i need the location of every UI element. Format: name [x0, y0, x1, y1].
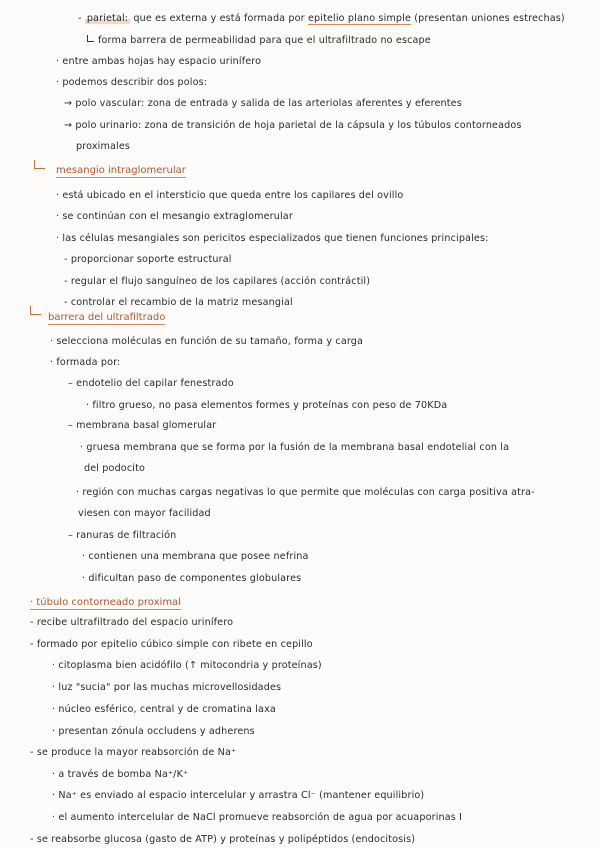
note-polo-urinario: → polo urinario: zona de transición de hoja parietal de la cápsula y los túbulos contorneados: [64, 120, 522, 131]
note-bar-1: · selecciona moléculas en función de su tamaño, forma y carga: [50, 336, 364, 347]
note-bar-2: · formada por:: [50, 357, 121, 368]
note-bar-ran-1: · contienen una membrana que posee nefrina: [82, 551, 309, 562]
note-tub-2: - formado por epitelio cúbico simple con ribete en cepillo: [30, 639, 313, 650]
note-tub-2a: · citoplasma bien acidófilo (↑ mitocondria y proteínas): [52, 660, 322, 671]
note-mes-3a: - proporcionar soporte estructural: [64, 254, 232, 265]
note-tub-3c: · el aumento intercelular de NaCl promueve reabsorción de agua por acuaporinas I: [52, 812, 463, 823]
note-barrera-perm: forma barrera de permeabilidad para que el ultrafiltrado no escape: [98, 35, 431, 46]
note-mes-1: · está ubicado en el intersticio que queda entre los capilares del ovillo: [56, 190, 404, 201]
section-hook-icon: [30, 306, 41, 315]
note-polo-urinario-cont: proximales: [76, 141, 131, 152]
note-bar-ran: – ranuras de filtración: [68, 530, 177, 541]
note-bar-mb-2: · región con muchas cargas negativas lo que permite que moléculas con carga positiva atra-: [76, 487, 535, 498]
section-hook-icon: [34, 160, 45, 169]
heading-barrera: barrera del ultrafiltrado: [48, 312, 166, 323]
note-bar-ran-2: · dificultan paso de componentes globulares: [82, 573, 302, 584]
note-tub-3a: · a través de bomba Na⁺/K⁺: [52, 769, 189, 780]
heading-mesangio: mesangio intraglomerular: [56, 165, 186, 176]
heading-tubulo: · túbulo contorneado proximal: [30, 597, 181, 608]
parietal-text-b: (presentan uniones estrechas): [414, 13, 565, 24]
note-bar-mb-1-cont: del podocito: [84, 463, 145, 474]
note-mes-3b: - regular el flujo sanguíneo de los capilares (acción contráctil): [64, 276, 371, 287]
note-line-parietal: - parietal: que es externa y está formada por epitelio plano simple (presentan uniones estrechas): [78, 13, 565, 24]
note-polo-vascular: → polo vascular: zona de entrada y salida de las arteriolas aferentes y eferentes: [64, 98, 462, 109]
note-tub-2c: · núcleo esférico, central y de cromatina laxa: [52, 704, 276, 715]
note-tub-2b: · luz "sucia" por las muchas microvellosidades: [52, 682, 282, 693]
note-bar-mb-2-cont: viesen con mayor facilidad: [78, 508, 211, 519]
note-tub-1: - recibe ultrafiltrado del espacio urinífero: [30, 617, 234, 628]
note-mes-3c: - controlar el recambio de la matriz mesangial: [64, 297, 293, 308]
note-tub-3: - se produce la mayor reabsorción de Na⁺: [30, 747, 237, 758]
arrow-hook-icon: [87, 35, 94, 42]
term-parietal: parietal:: [86, 13, 129, 24]
parietal-text-a: que es externa y está formada por: [133, 13, 305, 24]
note-bar-mb-1: · gruesa membrana que se forma por la fusión de la membrana basal endotelial con la: [80, 442, 510, 453]
note-tub-2d: · presentan zónula occludens y adherens: [52, 726, 255, 737]
note-tub-3b: · Na⁺ es enviado al espacio intercelular y arrastra Cl⁻ (mantener equilibrio): [52, 790, 425, 801]
note-tub-4: - se reabsorbe glucosa (gasto de ATP) y proteínas y polipéptidos (endocitosis): [30, 834, 416, 845]
note-polos: · podemos describir dos polos:: [56, 77, 208, 88]
note-bar-endo-1: · filtro grueso, no pasa elementos formes y proteínas con peso de 70KDa: [86, 400, 448, 411]
note-mes-3: · las células mesangiales son pericitos especializados que tienen funciones principales:: [56, 233, 489, 244]
note-espacio: · entre ambas hojas hay espacio urinífero: [56, 56, 262, 67]
note-bar-mb: – membrana basal glomerular: [68, 420, 217, 431]
note-mes-2: · se continúan con el mesangio extraglomerular: [56, 211, 293, 222]
note-bar-endo: – endotelio del capilar fenestrado: [68, 378, 234, 389]
term-epitelio-plano: epitelio plano simple: [307, 13, 411, 24]
